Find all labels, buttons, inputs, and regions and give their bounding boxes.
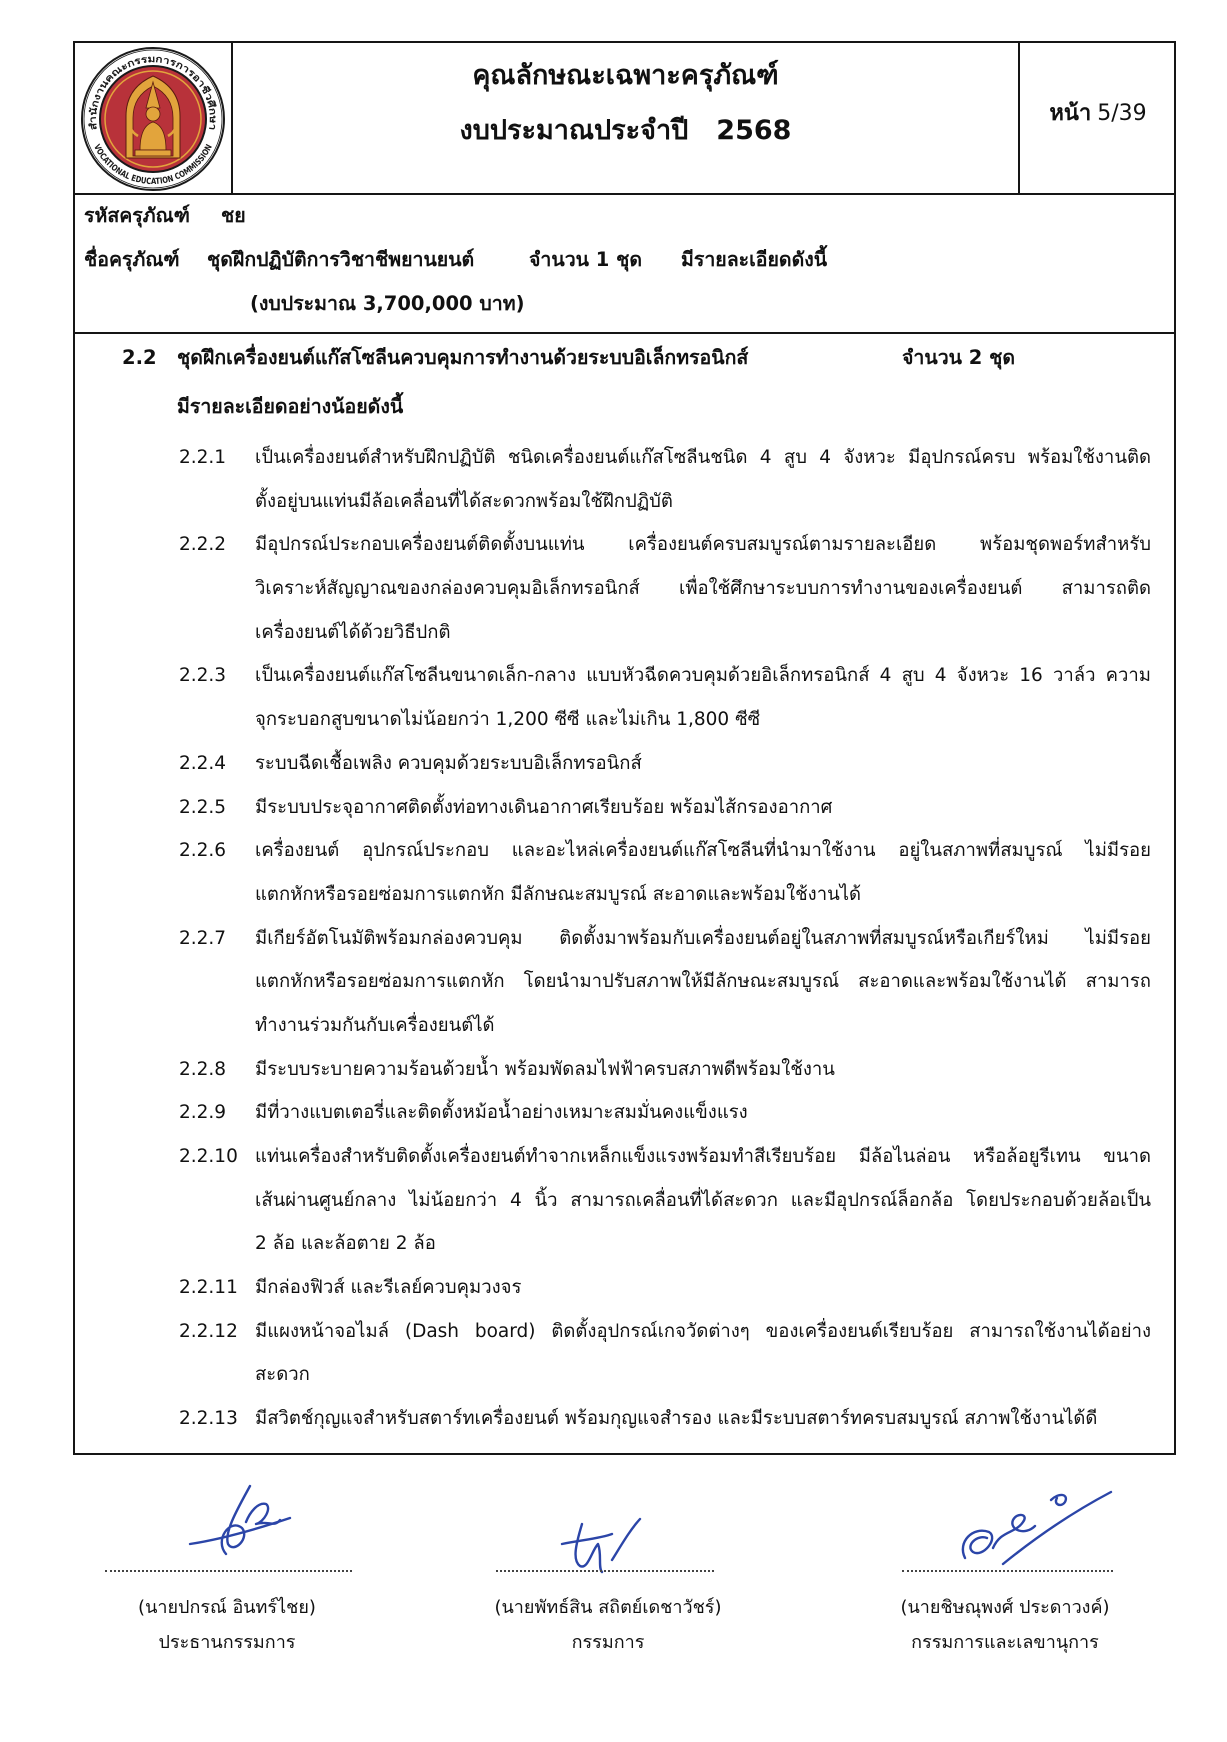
info-divider bbox=[73, 332, 1176, 334]
item-number: 2.2.1 bbox=[179, 447, 227, 468]
item-number: 2.2.10 bbox=[179, 1146, 238, 1167]
seal-text-th: สำนักงานคณะกรรมการการอาชีวศึกษา bbox=[87, 54, 219, 131]
spec-item-2-2-3 bbox=[0, 654, 1227, 741]
equipment-details-intro: มีรายละเอียดดังนี้ bbox=[681, 248, 828, 271]
spec-item-2-2-13 bbox=[0, 1397, 1227, 1441]
document-title: คุณลักษณะเฉพาะครุภัณฑ์ bbox=[472, 60, 779, 91]
spec-item-2-2-10 bbox=[0, 1135, 1227, 1266]
equipment-name-label: ชื่อครุภัณฑ์ bbox=[84, 248, 180, 271]
item-line: มีอุปกรณ์ประกอบเครื่องยนต์ติดตั้งบนแท่น เครื่องยนต์ครบสมบูรณ์ตามรายละเอียด พร้อมชุดพอร์ทสำหรับ bbox=[255, 534, 1151, 556]
item-line: ทำงานร่วมกันกับเครื่องยนต์ได้ bbox=[255, 1014, 495, 1036]
equipment-name-value: ชุดฝึกปฏิบัติการวิชาชีพยานยนต์ bbox=[207, 248, 475, 271]
spec-item-2-2-12 bbox=[0, 1310, 1227, 1397]
equipment-code-label: รหัสครุภัณฑ์ bbox=[84, 204, 190, 227]
signatory-role-member: กรรมการ bbox=[571, 1632, 645, 1653]
item-line: เครื่องยนต์ อุปกรณ์ประกอบ และอะไหล่เครื่องยนต์แก๊สโซลีนที่นำมาใช้งาน อยู่ในสภาพที่สมบูรณ์ ไม่มีรอย bbox=[255, 840, 1151, 862]
signatory-name-member: (นายพัทธ์สิน สถิตย์เดชาวัชร์) bbox=[494, 1597, 722, 1618]
item-number: 2.2.3 bbox=[179, 665, 227, 687]
equipment-quantity: จำนวน 1 ชุด bbox=[529, 248, 643, 271]
item-number: 2.2.11 bbox=[179, 1277, 238, 1299]
item-number: 2.2.5 bbox=[179, 796, 227, 818]
signature-line-member bbox=[496, 1570, 714, 1572]
item-line: 2 ล้อ และล้อตาย 2 ล้อ bbox=[255, 1233, 436, 1255]
section-quantity: จำนวน 2 ชุด bbox=[902, 346, 1016, 369]
page-indicator bbox=[1020, 92, 1176, 136]
item-line: วิเคราะห์สัญญาณของกล่องควบคุมอิเล็กทรอนิกส์ เพื่อใช้ศึกษาระบบการทำงานของเครื่องยนต์ สามารถติด bbox=[255, 578, 1151, 600]
signatory-role-secretary: กรรมการและเลขานุการ bbox=[911, 1632, 1099, 1653]
vec-seal-logo bbox=[80, 46, 226, 192]
spec-item-2-2-11 bbox=[0, 1266, 1227, 1310]
item-line: มีระบบระบายความร้อนด้วยน้ำ พร้อมพัดลมไฟฟ้าครบสภาพดีพร้อมใช้งาน bbox=[255, 1058, 835, 1080]
item-line: มีสวิตช์กุญแจสำหรับสตาร์ทเครื่องยนต์ พร้อมกุญแจสำรอง และมีระบบสตาร์ทครบสมบูรณ์ สภาพใช้งานได้ดี bbox=[255, 1408, 1098, 1430]
signature-line-secretary bbox=[902, 1570, 1113, 1572]
signatory-role-chairman: ประธานกรรมการ bbox=[158, 1632, 296, 1653]
item-line: มีระบบประจุอากาศติดตั้งท่อทางเดินอากาศเรียบร้อย พร้อมไส้กรองอากาศ bbox=[255, 796, 833, 818]
spec-item-2-2-6 bbox=[0, 829, 1227, 916]
equipment-budget: (งบประมาณ 3,700,000 บาท) bbox=[250, 292, 525, 315]
item-line: ตั้งอยู่บนแท่นมีล้อเคลื่อนที่ได้สะดวกพร้อมใช้ฝึกปฏิบัติ bbox=[255, 490, 673, 512]
item-line: เป็นเครื่องยนต์แก๊สโซลีนขนาดเล็ก-กลาง แบบหัวฉีดควบคุมด้วยอิเล็กทรอนิกส์ 4 สูบ 4 จังหวะ 16 วาล์ว ความ bbox=[255, 665, 1151, 687]
item-number: 2.2.4 bbox=[179, 752, 227, 774]
item-number: 2.2.13 bbox=[179, 1408, 238, 1430]
signature-secretary bbox=[943, 1486, 1115, 1568]
section-title: ชุดฝึกเครื่องยนต์แก๊สโซลีนควบคุมการทำงานด้วยระบบอิเล็กทรอนิกส์ bbox=[177, 346, 749, 369]
spec-item-2-2-9 bbox=[0, 1091, 1227, 1135]
item-line: มีแผงหน้าจอไมล์ (Dash board) ติดตั้งอุปกรณ์เกจวัดต่างๆ ของเครื่องยนต์เรียบร้อย สามารถใช้งานได้อย่าง bbox=[255, 1320, 1151, 1342]
equipment-code-value: ชย bbox=[221, 204, 246, 227]
spec-item-2-2-4 bbox=[0, 742, 1227, 786]
signature-line-chairman bbox=[105, 1570, 352, 1572]
item-number: 2.2.9 bbox=[179, 1102, 227, 1124]
spec-item-2-2-5 bbox=[0, 786, 1227, 830]
item-line: มีเกียร์อัตโนมัติพร้อมกล่องควบคุม ติดตั้งมาพร้อมกับเครื่องยนต์อยู่ในสภาพที่สมบูรณ์หรือเกียร์ใหม่ ไม่มีรอย bbox=[255, 927, 1151, 949]
item-line: แตกหักหรือรอยซ่อมการแตกหัก โดยนำมาปรับสภาพให้มีลักษณะสมบูรณ์ สะอาดและพร้อมใช้งานได้ สามารถ bbox=[255, 971, 1151, 993]
item-line: มีที่วางแบตเตอรี่และติดตั้งหม้อน้ำอย่างเหมาะสมมั่นคงแข็งแรง bbox=[255, 1102, 748, 1124]
spec-item-2-2-8 bbox=[0, 1048, 1227, 1092]
budget-year-value: 2568 bbox=[716, 115, 792, 146]
section-intro: มีรายละเอียดอย่างน้อยดังนี้ bbox=[177, 395, 404, 418]
item-number: 2.2.7 bbox=[179, 927, 227, 949]
signature-member bbox=[552, 1514, 644, 1574]
item-line: แตกหักหรือรอยซ่อมการแตกหัก มีลักษณะสมบูรณ์ สะอาดและพร้อมใช้งานได้ bbox=[255, 883, 862, 905]
item-line: จุกระบอกสูบขนาดไม่น้อยกว่า 1,200 ซีซี และไม่เกิน 1,800 ซีซี bbox=[255, 709, 761, 731]
budget-year-title bbox=[233, 105, 1018, 157]
seal-text-en: VOCATIONAL EDUCATION COMMISSION bbox=[91, 141, 216, 188]
item-number: 2.2.12 bbox=[179, 1320, 238, 1342]
page-number: 5/39 bbox=[1097, 101, 1147, 126]
item-number: 2.2.8 bbox=[179, 1058, 227, 1080]
signatory-name-chairman: (นายปกรณ์ อินทร์ไชย) bbox=[138, 1597, 316, 1618]
budget-year-label: งบประมาณประจำปี bbox=[459, 115, 689, 146]
section-number: 2.2 bbox=[122, 346, 157, 369]
item-line: มีกล่องฟิวส์ และรีเลย์ควบคุมวงจร bbox=[255, 1277, 522, 1299]
signatory-name-secretary: (นายชิษณุพงศ์ ประดาวงค์) bbox=[900, 1597, 1110, 1618]
item-line: เครื่องยนต์ได้ด้วยวิธีปกติ bbox=[255, 621, 451, 643]
spec-item-2-2-7 bbox=[0, 917, 1227, 1048]
item-number: 2.2.6 bbox=[179, 840, 227, 862]
item-line: ระบบฉีดเชื้อเพลิง ควบคุมด้วยระบบอิเล็กทรอนิกส์ bbox=[255, 752, 642, 774]
item-line: แท่นเครื่องสำหรับติดตั้งเครื่องยนต์ทำจากเหล็กแข็งแรงพร้อมทำสีเรียบร้อย มีล้อไนล่อน หรือล้อยูรีเทน ขนาด bbox=[255, 1146, 1151, 1167]
item-line: เส้นผ่านศูนย์กลาง ไม่น้อยกว่า 4 นิ้ว สามารถเคลื่อนที่ได้สะดวก และมีอุปกรณ์ล็อกล้อ โดยประกอบด้วยล้อเป็น bbox=[255, 1189, 1151, 1211]
item-line: สะดวก bbox=[255, 1364, 310, 1386]
spec-item-list bbox=[0, 436, 1227, 1441]
signature-chairman bbox=[186, 1482, 298, 1564]
item-number: 2.2.2 bbox=[179, 534, 227, 556]
item-line: เป็นเครื่องยนต์สำหรับฝึกปฏิบัติ ชนิดเครื่องยนต์แก๊สโซลีนชนิด 4 สูบ 4 จังหวะ มีอุปกรณ์ครบ พร้อมใช้งานติด bbox=[255, 447, 1151, 468]
spec-item-2-2-2 bbox=[0, 523, 1227, 654]
spec-item-2-2-1 bbox=[0, 436, 1227, 523]
page-label: หน้า bbox=[1049, 101, 1092, 126]
